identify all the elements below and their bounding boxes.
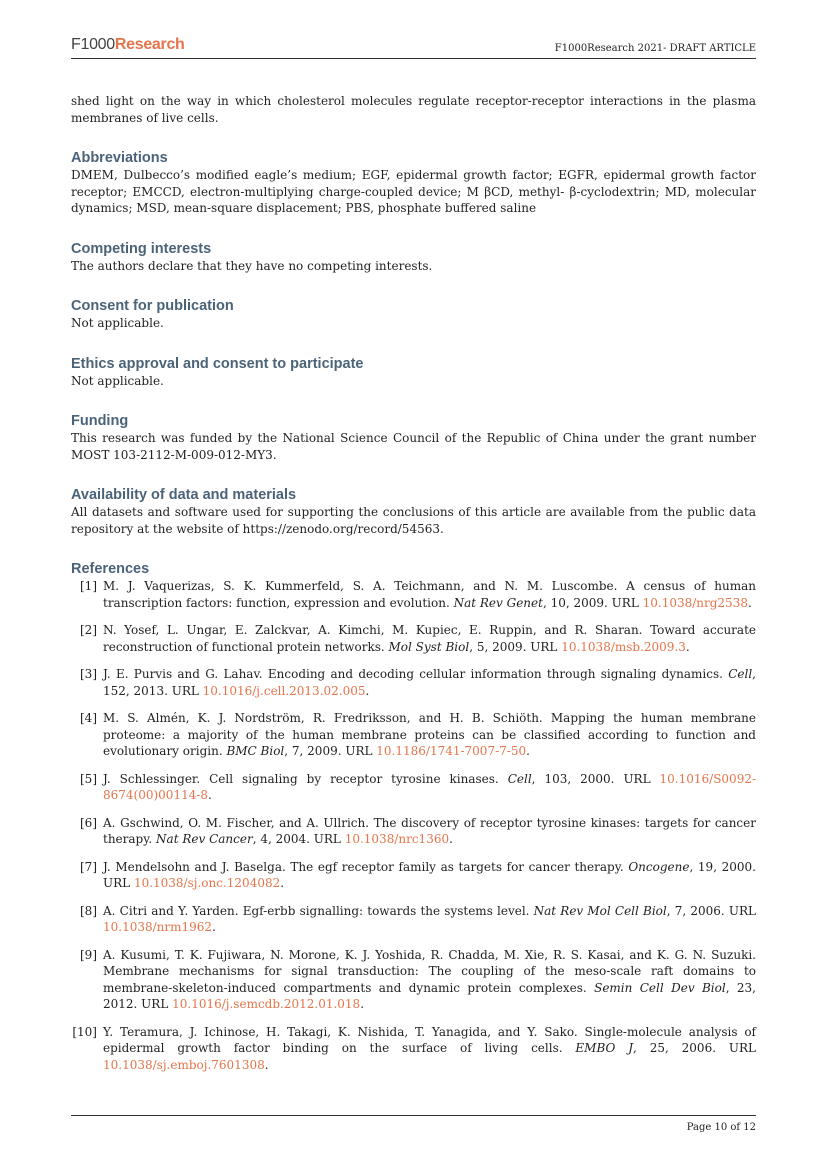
reference-item [71,815,756,848]
reference-journal: Semin Cell Dev Biol [594,980,726,995]
reference-number: [1] [80,579,97,593]
reference-details: , 4, 2004. URL [252,832,345,846]
reference-details: , 5, 2009. URL [469,639,562,654]
reference-end: . [365,683,370,698]
reference-doi-link[interactable]: 10.1186/1741-7007-7-50 [376,744,527,758]
intro-paragraph: shed light on the way in which cholesterol molecules regulate receptor-receptor interactions in the plasma membranes of live cells. [71,94,756,125]
reference-details: , 10, 2009. URL [542,595,643,610]
ethics-body: Not applicable. [71,373,164,388]
funding-section [71,413,756,463]
reference-end: . [212,920,216,934]
reference-item [71,666,756,699]
reference-end: . [747,595,752,610]
reference-item [71,859,756,892]
reference-journal: Cell [507,771,532,786]
page-number: Page 10 of 12 [686,1122,756,1133]
reference-doi-link[interactable]: 10.1038/nrc1360 [344,832,450,846]
reference-details: , 19, 2000. URL [103,859,756,890]
reference-details: , 23, 2012. URL [103,980,756,1011]
reference-end: . [526,744,530,758]
competing-interests-section [71,241,756,275]
availability-section [71,487,756,537]
reference-number: [9] [80,947,97,962]
consent-body: Not applicable. [71,316,164,330]
ethics-section [71,356,756,390]
reference-authors-title: A. Kusumi, T. K. Fujiwara, N. Morone, K. J. Yoshida, R. Chadda, M. Xie, R. S. Kasai, and K. G. N. Suzuki. Membrane mechanisms for signal transduction: The coupling of the meso-scale raft domains to membrane-skeleton-induced compartments and dynamic protein complexes. [103,947,756,995]
reference-number: [6] [80,815,97,830]
reference-number: [10] [72,1024,97,1039]
reference-end: . [449,832,453,846]
reference-doi-link[interactable]: 10.1038/sj.emboj.7601308 [103,1057,265,1072]
reference-journal: Nat Rev Mol Cell Biol [533,903,667,918]
reference-doi-link[interactable]: 10.1038/msb.2009.3 [561,639,686,654]
reference-number: [3] [80,667,97,681]
reference-journal: Cell [728,667,753,681]
ethics-heading: Ethics approval and consent to participate [71,355,364,372]
reference-authors-title: M. S. Almén, K. J. Nordström, R. Fredriksson, and H. B. Schiöth. Mapping the human membrane proteome: a majority of the human membrane proteins can be classified according to function and evolutionary origin. [103,711,756,758]
reference-details: , 7, 2009. URL [284,744,377,758]
reference-end: . [360,997,365,1011]
reference-list [71,578,756,1073]
availability-heading: Availability of data and materials [71,487,297,503]
reference-authors-title: A. Gschwind, O. M. Fischer, and A. Ullrich. The discovery of receptor tyrosine kinases: targets for cancer therapy. [103,815,756,846]
page-header [71,36,756,59]
reference-item [71,710,756,760]
reference-authors-title: J. E. Purvis and G. Lahav. Encoding and decoding cellular information through signaling dynamics. [103,667,729,681]
references-heading: References [71,561,150,577]
reference-number: [5] [80,771,97,786]
page-footer [71,1115,756,1133]
reference-journal: EMBO J [575,1041,634,1055]
reference-number: [2] [80,623,97,637]
reference-end: . [280,876,285,890]
abbreviations-heading: Abbreviations [71,150,168,166]
abbreviations-section [71,150,756,217]
reference-item [71,578,756,611]
references-section [71,561,756,1073]
reference-details: , 103, 2000. URL [531,771,660,786]
reference-number: [4] [80,711,97,725]
reference-journal: Mol Syst Biol [388,639,470,654]
f1000research-logo [71,36,185,54]
reference-end: . [208,788,212,802]
reference-authors-title: J. Mendelsohn and J. Baselga. The egf receptor family as targets for cancer therapy. [103,859,629,874]
reference-item [71,947,756,1013]
reference-doi-link[interactable]: 10.1016/j.cell.2013.02.005 [202,683,366,698]
reference-authors-title: J. Schlessinger. Cell signaling by receptor tyrosine kinases. [103,771,508,786]
funding-body: This research was funded by the National Science Council of the Republic of China under the grant number MOST 103-2112-M-009-012-MY3. [71,431,756,462]
logo-f1000: F1000 [71,36,115,53]
competing-interests-body: The authors declare that they have no competing interests. [71,258,433,273]
funding-heading: Funding [71,413,129,429]
reference-journal: Nat Rev Genet [453,595,543,610]
reference-authors-title: N. Yosef, L. Ungar, E. Zalckvar, A. Kimchi, M. Kupiec, E. Ruppin, and R. Sharan. Toward accurate reconstruction of functional protein networks. [103,623,756,654]
reference-number: [7] [80,859,97,874]
reference-end: . [685,639,690,654]
reference-authors-title: A. Citri and Y. Yarden. Egf-erbb signalling: towards the systems level. [103,903,534,918]
reference-journal: BMC Biol [226,744,285,758]
reference-item [71,903,756,936]
reference-details: , 25, 2006. URL [633,1041,757,1055]
running-title: F1000Research 2021- DRAFT ARTICLE [554,43,756,54]
reference-item [71,771,756,804]
reference-end: . [264,1057,269,1072]
reference-journal: Oncogene [628,859,690,874]
reference-doi-link[interactable]: 10.1038/nrg2538 [642,595,748,610]
reference-item [71,622,756,655]
reference-details: , 7, 2006. URL [666,903,756,918]
reference-details: , 152, 2013. URL [103,667,756,698]
reference-authors-title: M. J. Vaquerizas, S. K. Kummerfeld, S. A. Teichmann, and N. M. Luscombe. A census of human transcription factors: function, expression and evolution. [103,579,756,610]
consent-heading: Consent for publication [71,298,234,314]
logo-research: Research [114,36,185,53]
reference-number: [8] [80,903,97,918]
abbreviations-body: DMEM, Dulbecco’s modified eagle’s medium; EGF, epidermal growth factor; EGFR, epidermal growth factor receptor; EMCCD, electron-multiplying charge-coupled device; M βCD, methyl- β-cyclodextrin; MD, molecular dynamics; MSD, mean-square displacement; PBS, phosphate buffered saline [71,168,756,215]
reference-doi-link[interactable]: 10.1038/nrm1962 [103,920,213,934]
consent-section [71,298,756,332]
reference-authors-title: Y. Teramura, J. Ichinose, H. Takagi, K. Nishida, T. Yanagida, and Y. Sako. Single-molecule analysis of epidermal growth factor binding on the surface of living cells. [103,1024,756,1055]
reference-journal: Nat Rev Cancer [156,832,253,846]
availability-body: All datasets and software used for supporting the conclusions of this article are available from the public data repository at the website of https://zenodo.org/record/54563. [71,505,756,536]
reference-doi-link[interactable]: 10.1038/sj.onc.1204082 [133,876,281,890]
competing-interests-heading: Competing interests [71,240,212,257]
reference-doi-link[interactable]: 10.1016/S0092-8674(00)00114-8 [103,771,757,802]
reference-doi-link[interactable]: 10.1016/j.semcdb.2012.01.018 [172,997,361,1011]
article-body [71,93,756,1073]
reference-item [71,1024,756,1074]
